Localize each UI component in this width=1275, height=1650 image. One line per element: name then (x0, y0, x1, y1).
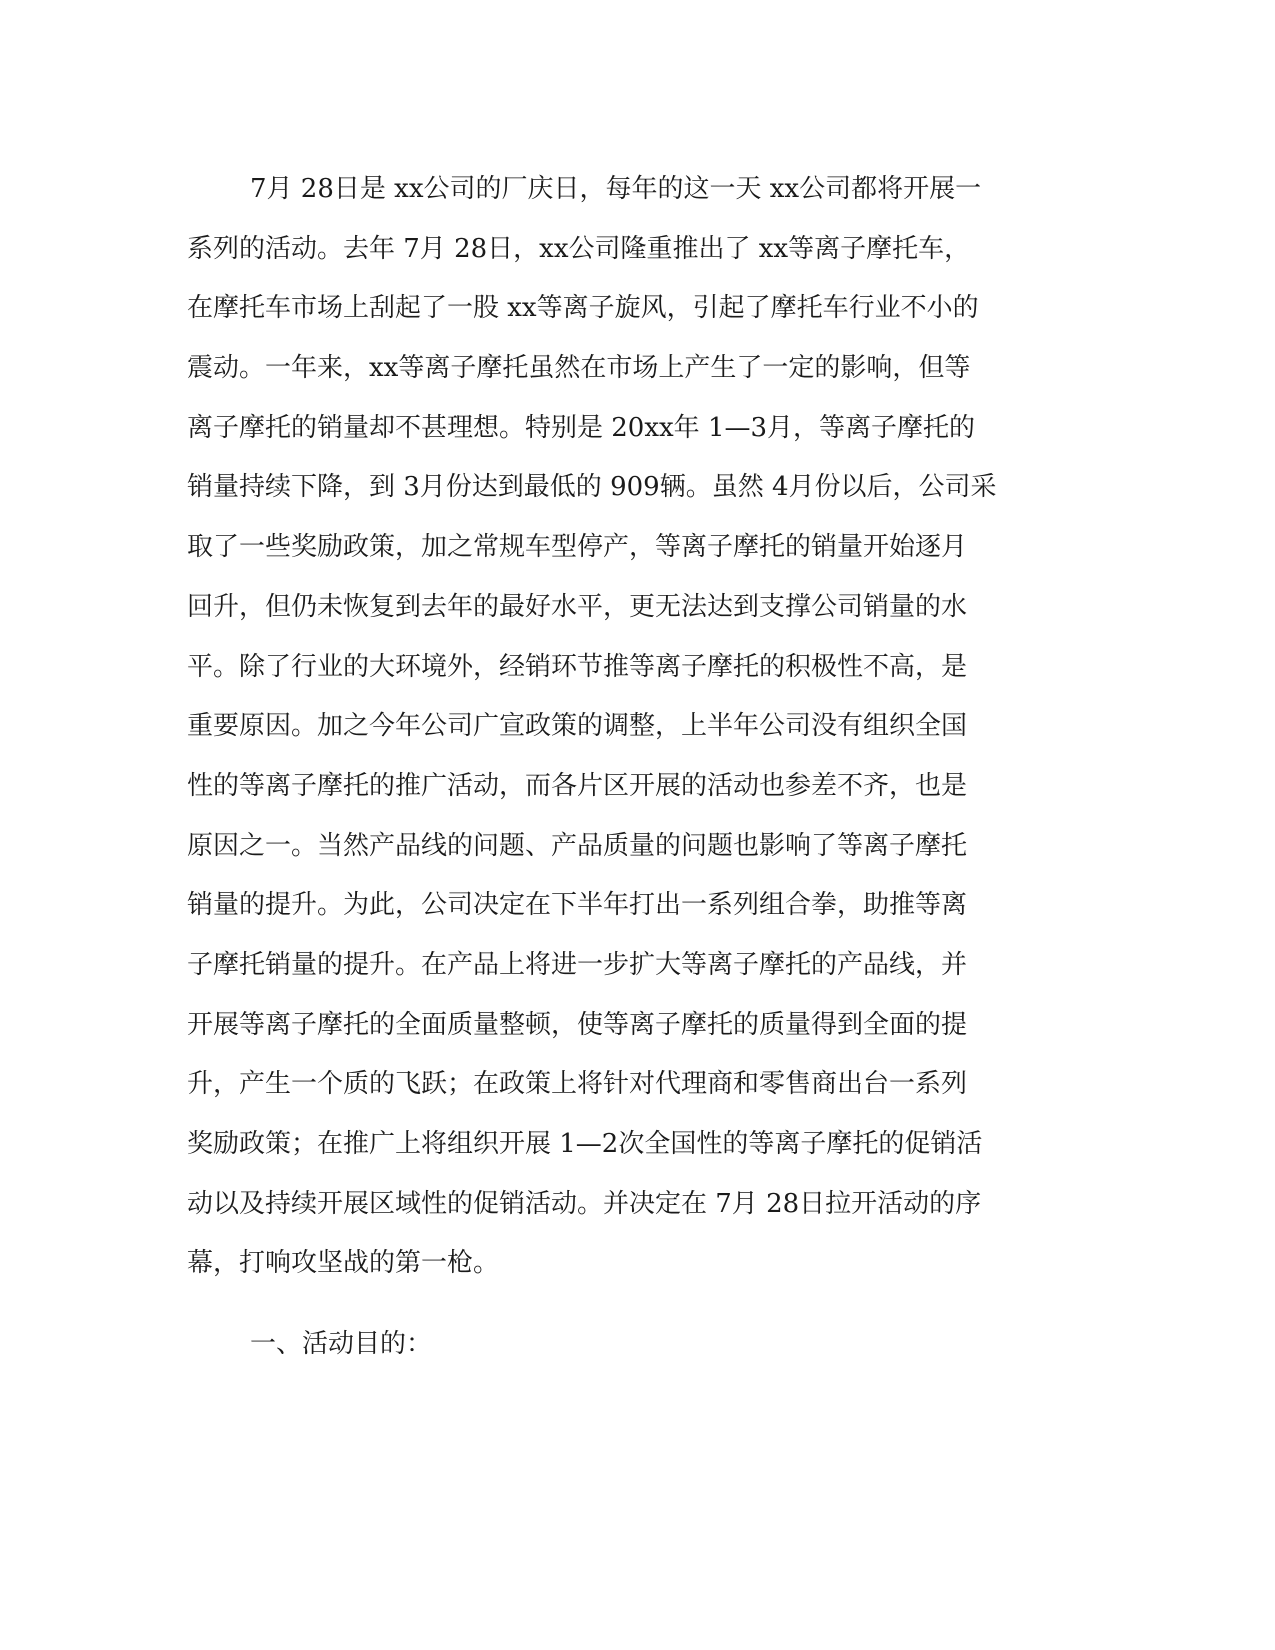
paragraph-line: 动以及持续开展区域性的促销活动。并决定在 7月 28日拉开活动的序 (187, 1188, 982, 1219)
paragraph-line: 销量持续下降，到 3月份达到最低的 909辆。虽然 4月份以后，公司采 (187, 472, 997, 503)
paragraph-line: 幕，打响攻坚战的第一枪。 (187, 1248, 500, 1279)
paragraph-line: 系列的活动。去年 7月 28日，xx公司隆重推出了 xx等离子摩托车， (187, 233, 971, 264)
paragraph-line: 销量的提升。为此，公司决定在下半年打出一系列组合拳，助推等离 (187, 890, 968, 921)
paragraph-line: 性的等离子摩托的推广活动，而各片区开展的活动也参差不齐，也是 (187, 770, 968, 801)
paragraph-line: 离子摩托的销量却不甚理想。特别是 20xx年 1—3月，等离子摩托的 (187, 412, 976, 443)
paragraph-line: 升，产生一个质的飞跃；在政策上将针对代理商和零售商出台一系列 (187, 1069, 968, 1100)
paragraph-line: 原因之一。当然产品线的问题、产品质量的问题也影响了等离子摩托 (187, 830, 968, 861)
paragraph-line: 子摩托销量的提升。在产品上将进一步扩大等离子摩托的产品线，并 (187, 949, 968, 980)
paragraph-line: 奖励政策；在推广上将组织开展 1—2次全国性的等离子摩托的促销活 (187, 1129, 983, 1159)
body-paragraph (187, 160, 1067, 1294)
paragraph-line: 开展等离子摩托的全面质量整顿，使等离子摩托的质量得到全面的提 (187, 1009, 968, 1040)
paragraph-line: 取了一些奖励政策，加之常规车型停产，等离子摩托的销量开始逐月 (187, 532, 968, 563)
paragraph-line: 重要原因。加之今年公司广宣政策的调整，上半年公司没有组织全国 (187, 711, 968, 742)
section-heading: 一、活动目的： (250, 1329, 433, 1359)
paragraph-line: 回升，但仍未恢复到去年的最好水平，更无法达到支撑公司销量的水 (187, 591, 968, 622)
paragraph-line: 在摩托车市场上刮起了一股 xx等离子旋风，引起了摩托车行业不小的 (187, 293, 979, 324)
paragraph-line: 平。除了行业的大环境外，经销环节推等离子摩托的积极性不高，是 (187, 651, 968, 682)
paragraph-line: 震动。一年来，xx等离子摩托虽然在市场上产生了一定的影响，但等 (187, 353, 971, 384)
paragraph-line: 7月 28日是 xx公司的厂庆日，每年的这一天 xx公司都将开展一 (250, 174, 982, 204)
